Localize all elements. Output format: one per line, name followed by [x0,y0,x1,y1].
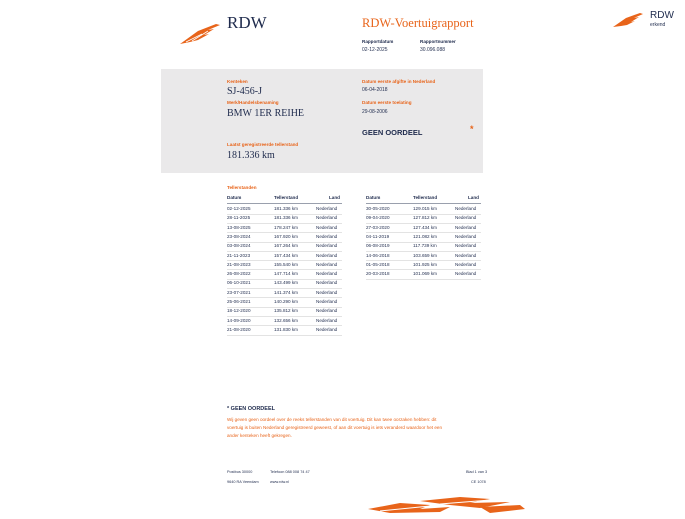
footer-address-1: Postbus 30000 [227,470,253,474]
row-date: 23-07-2021 [227,289,251,295]
row-odometer: 129.015 km [413,206,438,211]
footnote-title: * GEEN OORDEEL [227,406,275,412]
col-header-country: Land [468,195,479,200]
col-header-date: Datum [366,195,381,200]
row-odometer: 147.714 km [274,271,299,277]
report-number: 30.096.088 [420,47,446,53]
row-country: Nederland [316,261,338,267]
row-date: 03-08-2024 [227,243,251,249]
row-odometer: 167.920 km [274,233,299,239]
col-header-odometer: Tellerstand [413,195,438,200]
row-odometer: 132.656 km [274,317,299,323]
row-country: Nederland [455,271,477,277]
row-date: 18-12-2020 [227,308,251,314]
report-date-label: Rapportdatum [362,39,394,44]
row-odometer: 131.830 km [274,326,299,332]
row-odometer: 103.659 km [413,252,438,258]
row-date: 02-12-2025 [227,206,251,211]
row-date: 09-04-2020 [366,215,390,221]
row-date: 20-03-2018 [366,271,390,277]
make-label: Merk/Handelsbenaming [227,100,279,105]
row-odometer: 167.264 km [274,243,299,249]
row-odometer: 127.812 km [413,215,438,221]
row-date: 21-11-2023 [227,252,251,258]
row-odometer: 155.540 km [274,261,299,267]
row-country: Nederland [455,233,477,239]
row-odometer: 178.247 km [274,224,299,230]
row-date: 23-08-2024 [227,233,251,239]
row-country: Nederland [455,224,477,230]
odometer-section-title: Tellerstanden [227,185,257,190]
row-odometer: 181.336 km [274,206,299,211]
row-date: 04-11-2019 [366,233,390,239]
header-divider [227,203,342,204]
plate-label: Kenteken [227,79,248,84]
row-country: Nederland [455,252,477,258]
rdw-wing-icon [178,21,223,46]
row-odometer: 143.499 km [274,280,299,286]
vehicle-panel [161,69,483,173]
badge-sub: erkend [650,22,666,28]
row-country: Nederland [316,289,338,295]
plate: SJ-456-J [227,86,263,97]
report-title: RDW-Voertuigrapport [362,16,474,30]
footnote-line-1: Wij geven geen oordeel over de reeks tellerstanden van dit voertuig. Dit kan twee oorzaken hebben: dit [227,417,437,422]
footer-wing-decoration [360,495,530,514]
row-odometer: 140.290 km [274,299,299,304]
header-divider [366,203,481,204]
row-odometer: 121.082 km [413,233,438,239]
first-admission-nl: 06-04-2018 [362,87,388,93]
row-country: Nederland [316,326,338,332]
footer-phone: Telefoon 088 008 74 47 [270,470,310,474]
row-country: Nederland [316,271,338,277]
footnote-line-3: ander kenteken heeft gekregen. [227,433,292,438]
row-country: Nederland [316,243,338,249]
row-country: Nederland [316,215,338,221]
footer-website: www.rdw.nl [270,480,289,484]
footer-address-2: 9640 RA Veendam [227,480,259,484]
col-header-odometer: Tellerstand [274,195,299,200]
footnote-line-2: voertuig is buiten Nederland geregistreerd geweest, of aan dit voertuig is iets veranderd waardoor het een [227,425,443,430]
row-date: 26-08-2022 [227,271,251,277]
row-date: 06-08-2019 [366,243,390,249]
col-header-country: Land [329,195,340,200]
row-date: 25-06-2021 [227,299,251,304]
row-country: Nederland [316,308,338,314]
row-country: Nederland [316,299,338,304]
row-country: Nederland [455,261,477,267]
row-date: 21-08-2023 [227,261,251,267]
first-admission: 29-08-2006 [362,109,388,115]
last-odometer: 181.336 km [227,150,275,161]
row-odometer: 101.925 km [413,261,438,267]
row-date: 14-06-2018 [366,252,390,258]
make: BMW 1ER REIHE [227,108,305,119]
row-date: 01-05-2018 [366,261,390,267]
row-country: Nederland [316,233,338,239]
row-country: Nederland [316,224,338,230]
row-date: 28-11-2025 [227,215,251,221]
row-date: 06-10-2021 [227,280,251,286]
row-date: 30-05-2020 [366,206,390,211]
row-country: Nederland [316,280,338,286]
row-odometer: 135.812 km [274,308,299,314]
logo-text: RDW [227,13,267,32]
report-number-label: Rapportnummer [420,39,456,44]
last-odometer-label: Laatst geregistreerde tellerstand [227,142,299,147]
row-country: Nederland [316,206,338,211]
footer-code: CE 1078 [471,480,486,484]
row-odometer: 127.434 km [413,224,438,230]
col-header-date: Datum [227,195,242,200]
first-admission-nl-label: Datum eerste afgifte in Nederland [362,79,436,84]
badge-text: RDW [650,10,674,21]
row-date: 21-08-2020 [227,326,251,332]
row-odometer: 117.739 km [413,243,437,249]
report-date: 02-12-2025 [362,47,388,53]
row-country: Nederland [316,252,338,258]
table-row-divider [366,279,481,280]
table-row-divider [227,335,342,336]
row-odometer: 101.069 km [413,271,438,277]
rdw-logo [178,21,223,46]
row-date: 13-08-2025 [227,224,251,230]
row-odometer: 181.336 km [274,215,299,221]
first-admission-label: Datum eerste toelating [362,100,412,105]
row-date: 27-03-2020 [366,224,390,230]
row-country: Nederland [316,317,338,323]
verdict: GEEN OORDEEL [362,128,423,137]
row-country: Nederland [455,243,477,249]
verdict-mark: * [470,124,474,134]
decorative-wing-icon [360,495,530,514]
footer-page: Blad 1 van 3 [466,470,488,474]
rdw-wing-small-icon [612,11,646,29]
row-country: Nederland [455,215,477,221]
row-odometer: 157.434 km [274,252,299,258]
row-country: Nederland [455,206,477,211]
row-date: 14-09-2020 [227,317,251,323]
rdw-erkend-badge [612,10,674,32]
row-odometer: 141.374 km [274,289,299,295]
